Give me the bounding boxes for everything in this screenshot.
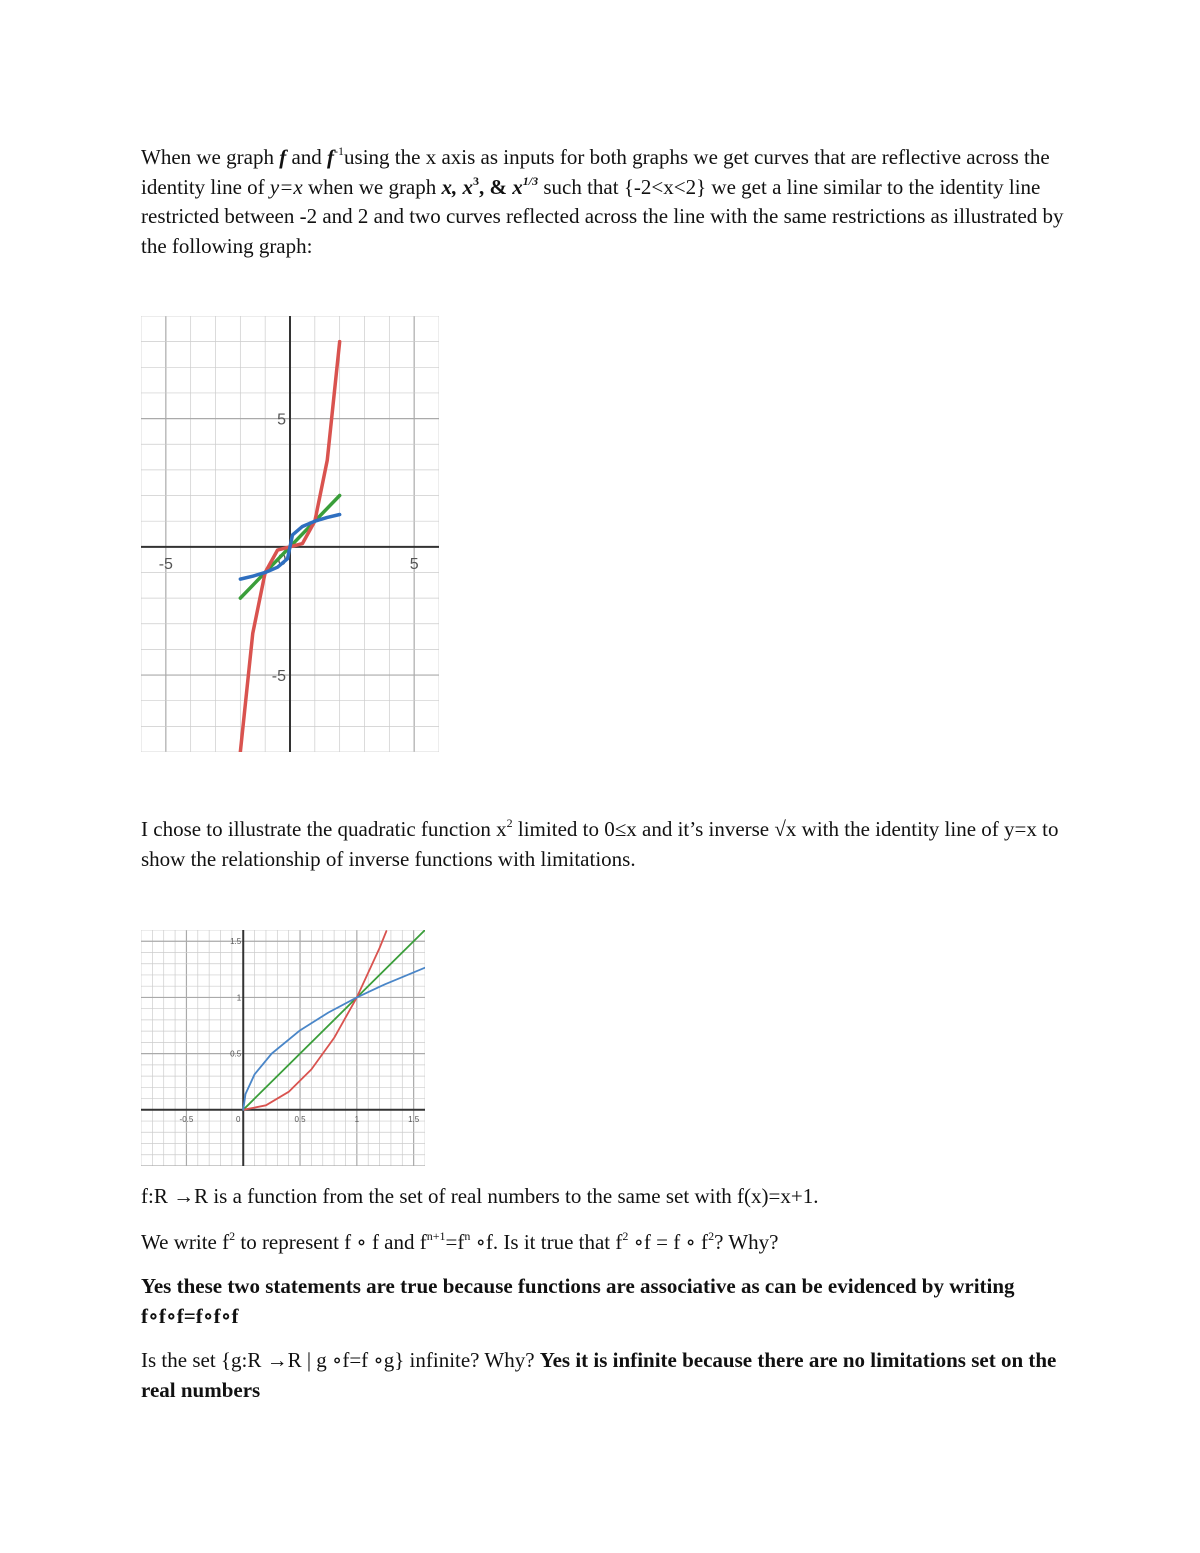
quadratic-inverse-chart [141,930,425,1166]
q3-answer: Yes it is infinite because there are no limitations set on the real numbers [141,1348,1057,1402]
composition-question [141,1228,1071,1258]
tick-label: -5 [158,555,173,573]
intro-text-2: using the x axis as inputs for both graphs we get curves that are reflective across the identity line of [141,145,1050,199]
associativity-answer: Yes these two statements are true because functions are associative as can be evidenced by writing f∘f∘f=f∘f∘f [141,1274,1015,1328]
f-inverse-sup: -1 [334,144,345,158]
tick-label: 0.5 [294,1114,306,1124]
x-cubed-sup: 3 [473,173,480,188]
f-inverse-symbol: f [327,145,335,169]
intro-text-3: when we graph [302,174,442,199]
quadratic-paragraph [141,815,1071,874]
f-symbol: f [279,145,287,169]
identity-equation: y=x [269,174,303,199]
cubic-inverse-chart [141,316,439,752]
tick-label: 1 [354,1114,360,1124]
tick-label: -5 [271,668,286,686]
q2-text-2: to represent f ∘ f and f [235,1230,427,1254]
x-cuberoot-term: x [512,174,523,199]
q2-sup-4: 2 [622,1229,629,1243]
q2-text-6: ? Why? [714,1230,779,1254]
commuting-set-question [141,1346,1071,1405]
intro-text-4: such that {-2<x<2} we get a line similar to the identity line restricted between -2 and 2 and two curves reflected across the line with the same restrictions as illustrated by the following graph: [141,174,1064,258]
q2-sup-3: n [464,1229,471,1243]
tick-label: 5 [409,555,419,573]
function-definition: f:R →R is a function from the set of real numbers to the same set with f(x)=x+1. [141,1184,819,1208]
tick-label: 1.5 [230,937,242,947]
tick-label: -0.5 [179,1114,194,1124]
q2-sup-2: n+1 [426,1229,446,1243]
x-cubed-term: x [462,174,474,199]
x-cuberoot-sup: 1/3 [522,173,539,188]
q2-sup-1: 2 [229,1229,236,1243]
ampersand: , & [479,174,513,199]
tick-label: 1.5 [408,1114,420,1124]
q2-text-5: ∘f = f ∘ f [628,1230,709,1254]
tick-label: 0 [277,551,287,569]
q2-text-1: We write f [141,1230,230,1254]
intro-text-1: When we graph [141,145,280,169]
intro-paragraph [141,143,1071,261]
intro-and: and [286,145,328,169]
tick-label: 0.5 [230,1049,242,1059]
q2-sup-5: 2 [708,1229,715,1243]
q2-text-4: ∘f. Is it true that f [470,1230,623,1254]
tick-label: 5 [277,411,286,429]
quadratic-text-2: limited to 0≤x and it’s inverse √x with the identity line of y=x to show the relationship of inverse functions with limitations. [141,817,1059,871]
tick-label: 1 [236,993,242,1003]
tick-label: 0 [236,1114,241,1124]
q3-text: Is the set {g:R →R | g ∘f=f ∘g} infinite? Why? [141,1348,540,1372]
quadratic-text-1: I chose to illustrate the quadratic function x [141,817,507,841]
q2-text-3: =f [445,1230,465,1254]
quadratic-sup: 2 [506,816,513,830]
x-term: x, [441,174,463,199]
